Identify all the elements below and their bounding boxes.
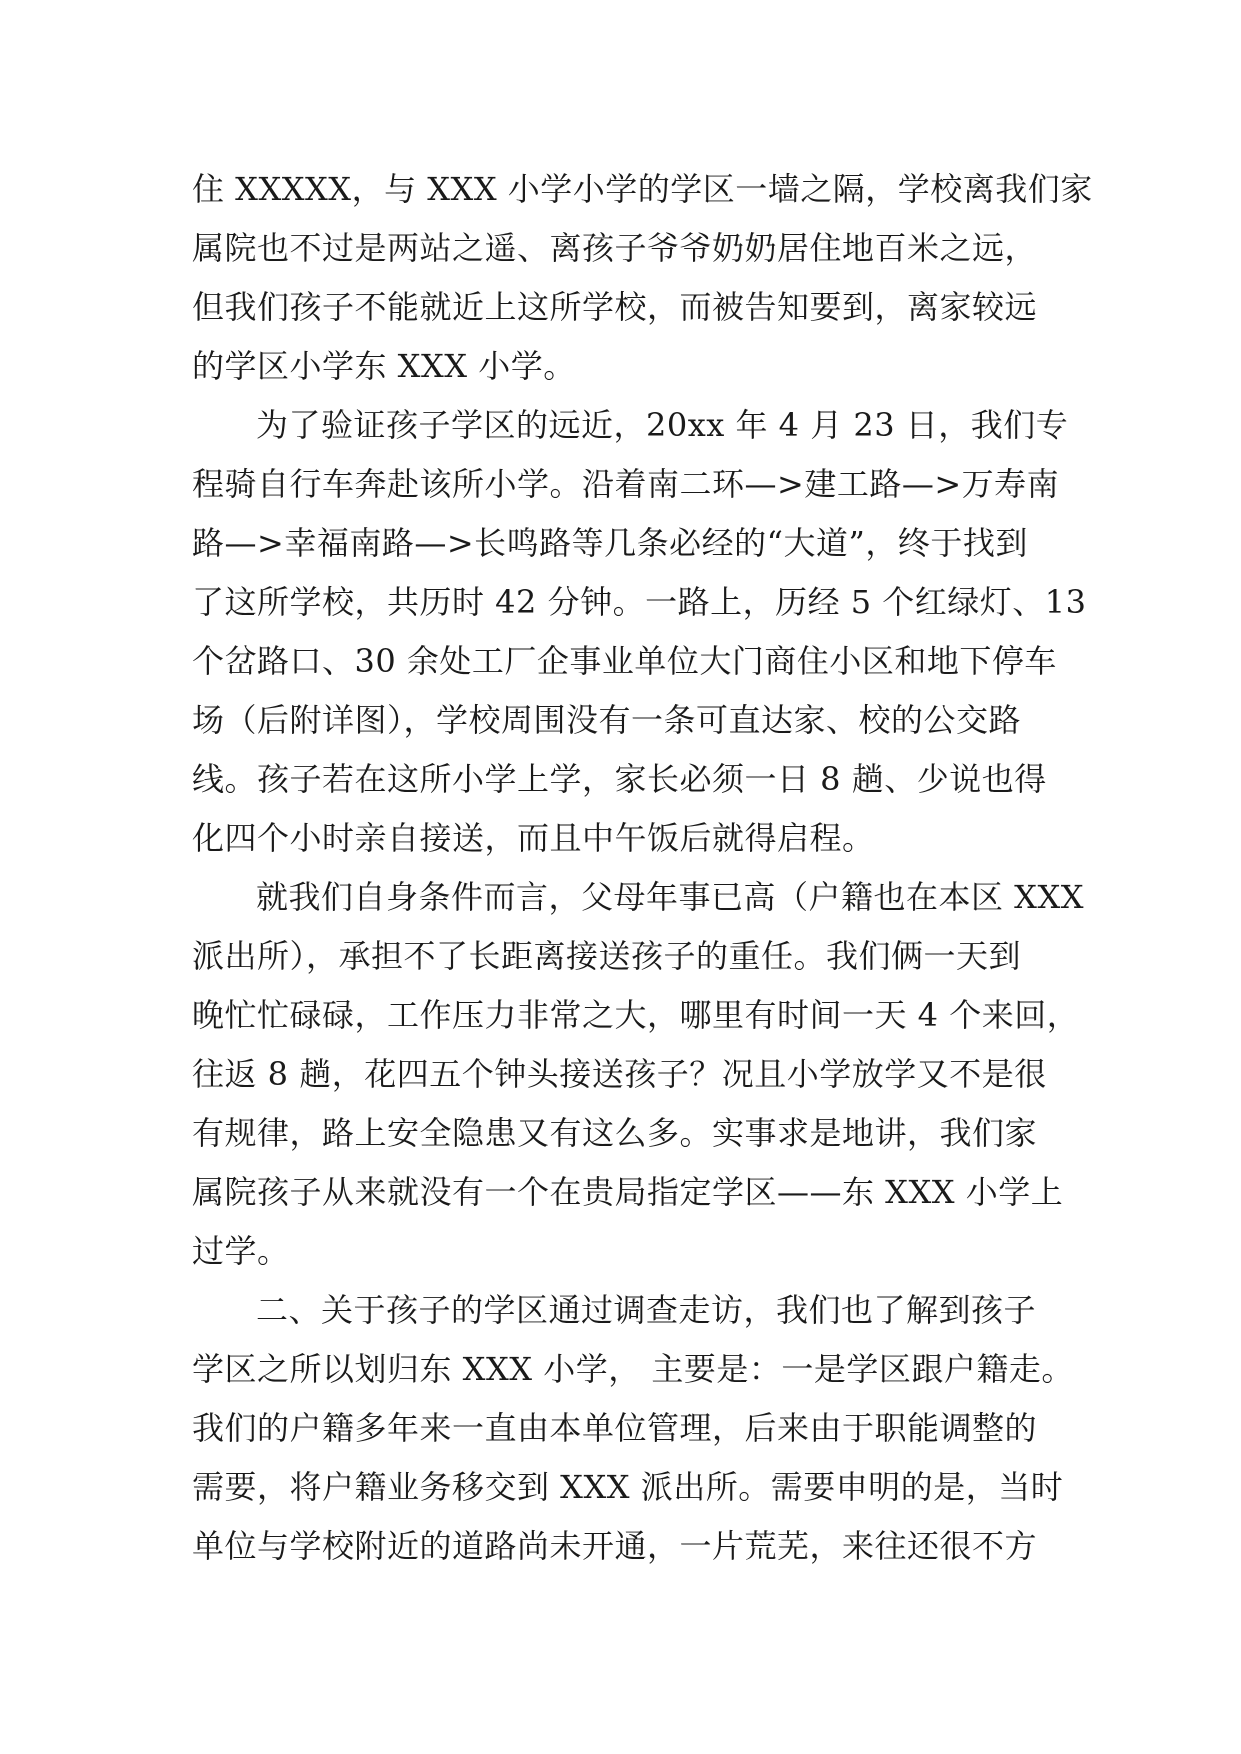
text-line: 我们的户籍多年来一直由本单位管理，后来由于职能调整的	[192, 1409, 1038, 1447]
text-line: 二、关于孩子的学区通过调查走访，我们也了解到孩子	[256, 1291, 1037, 1329]
paragraph-3	[192, 868, 1085, 1281]
text-line: 路—>幸福南路—>长鸣路等几条必经的“大道”，终于找到	[192, 524, 1028, 562]
text-line: 为了验证孩子学区的远近，20xx 年 4 月 23 日，我们专	[256, 406, 1069, 444]
text-line: 程骑自行车奔赴该所小学。沿着南二环—>建工路—>万寿南	[192, 465, 1060, 503]
text-line: 往返 8 趟，花四五个钟头接送孩子？况且小学放学又不是很	[192, 1055, 1047, 1093]
text-line: 的学区小学东 XXX 小学。	[192, 347, 576, 385]
text-line: 化四个小时亲自接送，而且中午饭后就得启程。	[192, 819, 875, 857]
text-line: 但我们孩子不能就近上这所学校，而被告知要到，离家较远	[192, 288, 1038, 326]
document-body	[192, 160, 1093, 1576]
text-line: 了这所学校，共历时 42 分钟。一路上，历经 5 个红绿灯、13	[192, 583, 1087, 621]
text-line: 派出所），承担不了长距离接送孩子的重任。我们俩一天到	[192, 937, 1022, 975]
text-line: 有规律，路上安全隐患又有这么多。实事求是地讲，我们家	[192, 1114, 1038, 1152]
text-line: 住 XXXXX，与 XXX 小学小学的学区一墙之隔，学校离我们家	[192, 170, 1093, 208]
text-line: 属院孩子从来就没有一个在贵局指定学区——东 XXX 小学上	[192, 1173, 1064, 1211]
paragraph-2	[192, 396, 1087, 868]
text-line: 就我们自身条件而言，父母年事已高（户籍也在本区 XXX	[256, 878, 1085, 916]
text-line: 属院也不过是两站之遥、离孩子爷爷奶奶居住地百米之远，	[192, 229, 1038, 267]
text-line: 晚忙忙碌碌，工作压力非常之大，哪里有时间一天 4 个来回，	[192, 996, 1080, 1034]
paragraph-4	[192, 1281, 1074, 1576]
text-line: 学区之所以划归东 XXX 小学， 主要是：一是学区跟户籍走。	[192, 1350, 1074, 1388]
text-line: 过学。	[192, 1232, 290, 1270]
paragraph-1	[192, 160, 1093, 396]
text-line: 线。孩子若在这所小学上学，家长必须一日 8 趟、少说也得	[192, 760, 1047, 798]
text-line: 单位与学校附近的道路尚未开通，一片荒芜，来往还很不方	[192, 1527, 1038, 1565]
text-line: 场（后附详图），学校周围没有一条可直达家、校的公交路	[192, 701, 1022, 739]
text-line: 需要，将户籍业务移交到 XXX 派出所。需要申明的是，当时	[192, 1468, 1064, 1506]
text-line: 个岔路口、30 余处工厂企事业单位大门商住小区和地下停车	[192, 642, 1057, 680]
